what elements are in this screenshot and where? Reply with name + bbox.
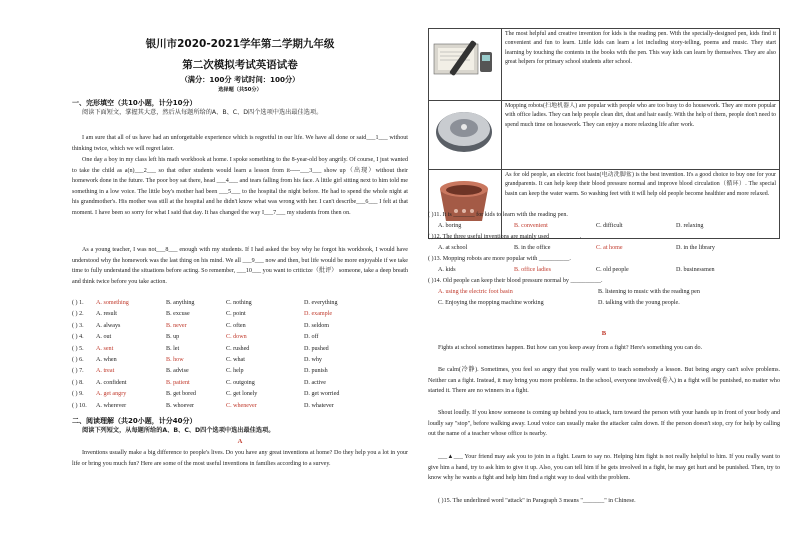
- option-c: C. get lonely: [226, 391, 258, 398]
- invention-text-2: Mopping robots(扫地机器人) are popular with people who are too busy to do housework. They are more popular with office ladies. They can help people clean dirt, dust and hair easily. With the help of them, people don't need to spend much time on housework. They can enjoy a more relaxing life after work.: [502, 101, 780, 170]
- option-a: A. out: [96, 334, 112, 341]
- option-d: D. pushed: [304, 345, 329, 352]
- question-number: ( ) 8.: [72, 379, 84, 386]
- cloze-paragraph-1: I am sure that all of us have had an unforgettable experience which is regretful in our life. We have all done or said___1___ without thinking twice, which we will regret later.: [72, 135, 408, 152]
- option-a: A. always: [96, 322, 121, 329]
- option-b: B. convenient: [514, 223, 548, 229]
- option-c: C. help: [226, 368, 244, 375]
- question-number: ( ) 7.: [72, 368, 84, 375]
- cloze-question-row: [72, 323, 408, 335]
- passage-b-paragraph-2: Be calm(冷静). Sometimes, you feel so angry that you really want to teach somebody a lesson. But being angry can't solve problems. Neither can a fight. Instead, it may bring you more problems. In the school, everyone involved(卷入) in a fight will be punished, no matter who started it. There are no winners in a fight.: [428, 367, 780, 395]
- option-c: C. down: [226, 334, 247, 341]
- option-a: A. when: [96, 357, 117, 363]
- question-options: [428, 289, 780, 311]
- option-d: D. seldom: [304, 322, 330, 329]
- option-c: C. old people: [596, 267, 629, 273]
- option-d: D. whatever: [304, 402, 334, 409]
- invention-text-1: The most helpful and creative invention for kids is the reading pen. With the specially-designed pen, kids find it convenient and fun to learn. Little kids can learn a lot including story-telling, poems and music. They start learning by touching the contents in the books with the pen. This way kids can learn by themselves. They are also great helpers for primary school students after school.: [502, 29, 780, 101]
- passage-b-paragraph-3: Shout loudly. If you know someone is coming up behind you to attack, turn toward the person with your hands up in front of your body and loudly say "stop", before walking away. Loud voice can usually make the attacker calm down. If the person doesn't stop, cry for help by calling out the name of a teacher whose office is nearby.: [428, 410, 780, 438]
- option-a: A. result: [96, 311, 117, 318]
- question-options: [428, 245, 780, 256]
- option-b: B. listening to music with the reading pen: [598, 289, 700, 295]
- option-d: D. punish: [304, 368, 328, 375]
- cloze-instruction: 阅读下面短文，掌握其大意，然后从每题所给的A、B、C、D四个选项中选出最佳选项。: [82, 109, 323, 116]
- cloze-question-row: [72, 311, 408, 323]
- question-number: ( ) 9.: [72, 391, 84, 398]
- mopping-robot-icon: [429, 101, 502, 170]
- question-text: ( )14. Old people can keep their blood pressure normal by __________.: [428, 278, 603, 284]
- option-b: B. patient: [166, 379, 190, 386]
- option-b: B. how: [166, 357, 184, 363]
- option-b: B. advise: [166, 368, 189, 375]
- cloze-paragraph-2: One day a boy in my class left his math workbook at home. I spoke something to the 8-year-old boy angrily. Of course, I just wanted to take the child as a(n)___2___ so that other students would learn a lesson from it-----___3___ show up（出现）without their homework done in the future. The poor boy sat there, head ___4___ and tears falling from his face. A little girl sitting next to him told me something in a low voice. The little boy's mother had been ___5___ to the hospital the night before. He had to spend the whole night at his grandmother's. His mother was still at the hospital and he didn't know what was wrong with her. I can't describe___6___ I felt at that moment. I have been so sorry for what I said that day. It has changed the way I___7___ my students from then on.: [72, 157, 408, 216]
- option-b: B. never: [166, 322, 187, 329]
- option-b: B. let: [166, 345, 180, 352]
- passage-a-label: A: [237, 438, 243, 445]
- option-c: C. what: [226, 357, 245, 363]
- option-d: D. example: [304, 311, 333, 318]
- passage-b-label: B: [601, 330, 607, 337]
- option-c: C. difficult: [596, 223, 623, 229]
- option-d: D. talking with the young people.: [598, 300, 680, 306]
- option-b: B. up: [166, 334, 180, 341]
- question-stem: [428, 234, 780, 245]
- exam-title-line2: 第二次模拟考试英语试卷: [182, 59, 298, 71]
- option-d: D. relaxing: [676, 223, 704, 229]
- option-d: D. businessmen: [676, 267, 715, 273]
- reading-instruction: 阅读下列短文，从每题所给的A、B、C、D四个选项中选出最佳选项。: [82, 427, 275, 434]
- score-line: （满分：100分 考试时间：100分）: [180, 75, 300, 84]
- option-c: C. point: [226, 311, 246, 318]
- passage-b-paragraph-4: ___▲___ Your friend may ask you to join in a fight. Learn to say no. Helping him fight is not really helpful to him. If you really want to give him a hand, try to ask him to give it up. Also, you can tell him if he gets involved in a fight, he may get hurt and be punished. Then, try to know why he wants a fight and help him find a right way to deal with the problem.: [428, 454, 780, 482]
- option-b: B. excuse: [166, 311, 190, 318]
- question-number: ( ) 4.: [72, 334, 84, 341]
- option-a: A. using the electric foot basin: [438, 289, 513, 295]
- inventions-table: [428, 28, 780, 239]
- cloze-question-row: [72, 300, 408, 312]
- option-c: C. rushed: [226, 345, 250, 352]
- cloze-question-row: [72, 391, 408, 403]
- option-d: D. get worried: [304, 391, 340, 398]
- option-a: A. sent: [96, 345, 114, 352]
- section-note: 选择题（共50分）: [218, 87, 262, 93]
- option-c: C. outgoing: [226, 379, 255, 386]
- invention-row: [429, 101, 780, 170]
- question-number: ( ) 2.: [72, 311, 84, 318]
- option-b: B. anything: [166, 300, 195, 306]
- cloze-question-row: [72, 403, 408, 415]
- cloze-question-row: [72, 334, 408, 346]
- option-a: A. wherever: [96, 402, 127, 409]
- question-number: ( ) 1.: [72, 300, 84, 306]
- option-a: A. something: [96, 300, 129, 306]
- question-options: [428, 223, 780, 234]
- question-text: ( )13. Mopping robots are more popular with __________.: [428, 256, 571, 262]
- option-b: B. in the office: [514, 245, 551, 251]
- question-15: ( )15. The underlined word "attack" in Paragraph 3 means "_______" in Chinese.: [438, 498, 636, 504]
- question-number: ( ) 3.: [72, 322, 84, 329]
- question-text: ( )12. The three useful inventions are mainly used__________.: [428, 234, 582, 240]
- option-d: D. why: [304, 357, 322, 363]
- cloze-question-row: [72, 357, 408, 369]
- cloze-heading: 一、完形填空（共10小题，计分10分）: [72, 99, 197, 107]
- option-c: C. nothing: [226, 300, 252, 306]
- question-number: ( ) 5.: [72, 345, 84, 352]
- option-a: A. get angry: [96, 391, 127, 398]
- exam-title-line1: 银川市2020-2021学年第二学期九年级: [145, 38, 335, 50]
- option-b: B. whoever: [166, 402, 195, 409]
- option-d: D. off: [304, 334, 319, 341]
- question-options: [428, 267, 780, 278]
- cloze-question-row: [72, 380, 408, 392]
- question-stem: [428, 256, 780, 267]
- option-b: B. get bored: [166, 391, 196, 398]
- option-c: C. often: [226, 322, 246, 329]
- option-d: D. in the library: [676, 245, 715, 251]
- option-b: B. office ladies: [514, 267, 551, 273]
- cloze-paragraph-3: As a young teacher, I was not___8___ enough with my students. If I had asked the boy why he forgot his workbook, I would have understood why the homework was the last thing on his mind. We all ___9___ now and then, but life would be more enjoyable if we take time to fully understand the situations before acting. So remember, ___10___ you want to criticize（批评） someone, take a deep breath and think twice before you take action.: [72, 247, 408, 285]
- option-a: A. at school: [438, 245, 468, 251]
- option-a: A. boring: [438, 223, 462, 229]
- option-a: A. confident: [96, 379, 127, 386]
- passage-b-paragraph-1: Fights at school sometimes happen. But how can you keep away from a fight? Here's something you can do.: [438, 345, 703, 351]
- question-text: ( )11. It is _______ for kids to learn with the reading pen.: [428, 212, 568, 218]
- question-stem: [428, 212, 780, 223]
- cloze-question-row: [72, 346, 408, 358]
- question-number: ( ) 6.: [72, 357, 84, 363]
- invention-row: [429, 29, 780, 101]
- reading-pen-icon: [429, 29, 502, 101]
- invention-text-3: As for old people, an electric foot basin(电动洗脚盆) is the best invention. It's a good choice to buy one for your grandparents. It can help keep their blood pressure normal and improve blood circulation（循环）. The special basin can keep the water warm. So washing feet with it will help old people become healthier and more relaxed.: [502, 170, 780, 239]
- option-a: A. treat: [96, 368, 115, 375]
- option-d: D. everything: [304, 300, 338, 306]
- option-c: C. Enjoying the mopping machine working: [438, 300, 544, 306]
- option-c: C. whenever: [226, 402, 257, 409]
- question-number: ( ) 10.: [72, 402, 87, 409]
- question-stem: [428, 278, 780, 289]
- option-a: A. kids: [438, 267, 456, 273]
- passage-a-intro: Inventions usually make a big difference to people's lives. Do you have any great inventions at home? Do they help you a lot in your life or bring you much fun? Here are some of the most useful inventions in families according to a survey.: [72, 450, 408, 467]
- option-c: C. at home: [596, 245, 623, 251]
- option-d: D. active: [304, 379, 326, 386]
- reading-heading: 二、阅读理解（共20小题，计分40分）: [72, 417, 197, 425]
- cloze-question-row: [72, 368, 408, 380]
